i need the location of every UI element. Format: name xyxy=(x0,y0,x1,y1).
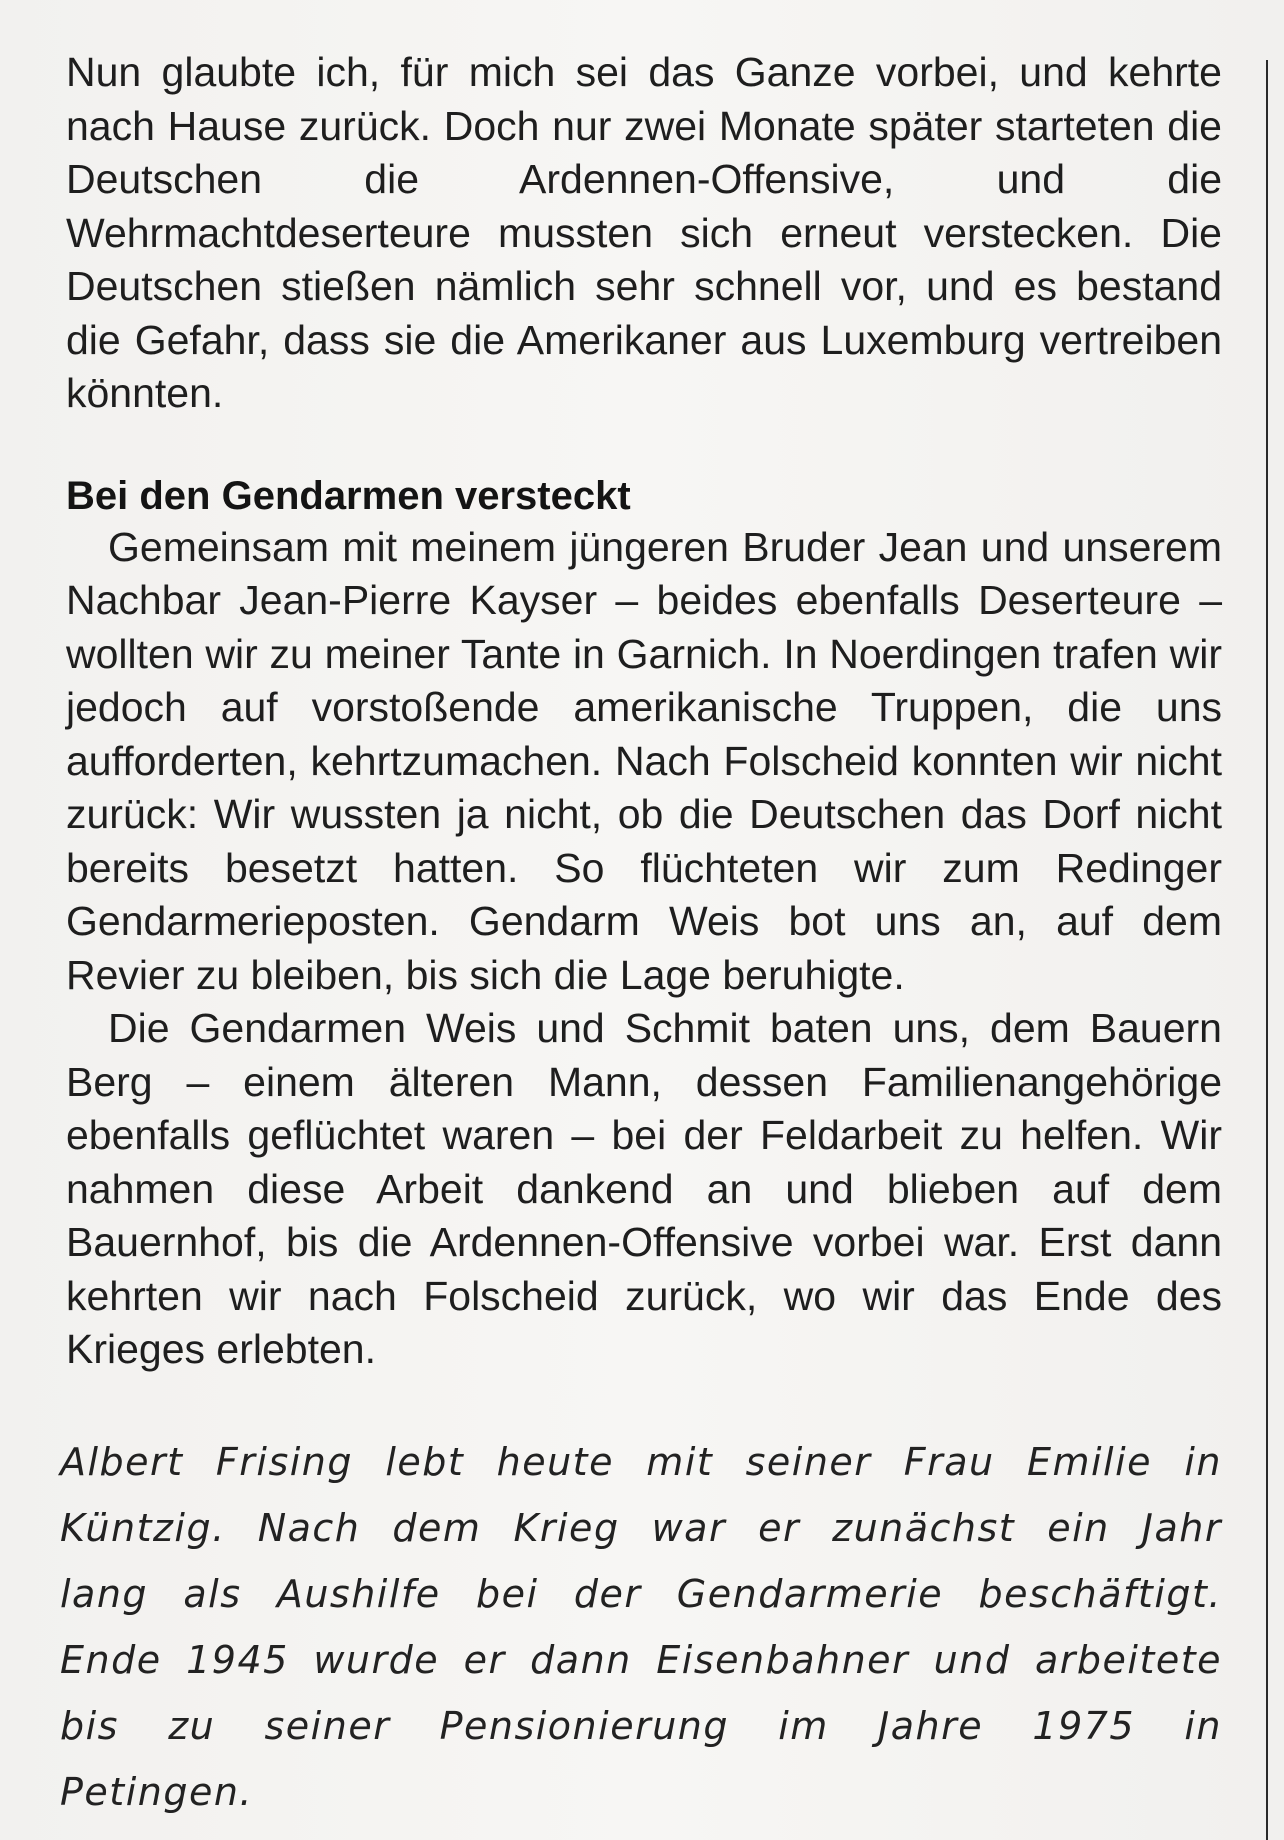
intro-paragraph: Nun glaubte ich, für mich sei das Ganze vorbei, und kehrte nach Hause zurück. Doch nur zwei Monate später starteten die Deutschen die Ardennen-Offensive, und die Wehrmachtdeserteure mussten sich erneut verstecken. Die Deutschen stießen nämlich sehr schnell vor, und es bestand die Gefahr, dass sie die Amerikaner aus Luxemburg vertreiben könnten. xyxy=(66,49,1222,416)
biographical-note: Albert Frising lebt heute mit seiner Frau Emilie in Küntzig. Nach dem Krieg war er zunächst ein Jahr lang als Aushilfe bei der Gendarmerie beschäftigt. Ende 1945 wurde er dann Eisenbahner und arbeitete bis zu seiner Pensionierung im Jahre 1975 in Petingen. xyxy=(60,1439,1222,1814)
section-heading: Bei den Gendarmen versteckt xyxy=(66,473,631,518)
text-column xyxy=(60,46,1222,1825)
body-paragraph-1: Gemeinsam mit meinem jüngeren Bruder Jean und unserem Nachbar Jean-Pierre Kayser – beides ebenfalls Deserteure – wollten wir zu meiner Tante in Garnich. In Noerdingen trafen wir jedoch auf vorstoßende amerikanische Truppen, die uns aufforderten, kehrtzumachen. Nach Folscheid konnten wir nicht zurück: Wir wussten ja nicht, ob die Deutschen das Dorf nicht bereits besetzt hatten. So flüchteten wir zum Redinger Gendarmerieposten. Gendarm Weis bot uns an, auf dem Revier zu bleiben, bis sich die Lage beruhigte. xyxy=(66,523,1222,998)
body-paragraph-2: Die Gendarmen Weis und Schmit baten uns, dem Bauern Berg – einem älteren Mann, dessen Familienangehörige ebenfalls geflüchtet waren – bei der Feldarbeit zu helfen. Wir nahmen diese Arbeit dankend an und blieben auf dem Bauernhof, bis die Ardennen-Offensive vorbei war. Erst dann kehrten wir nach Folscheid zurück, wo wir das Ende des Krieges erlebten. xyxy=(66,1005,1222,1372)
column-divider-rule xyxy=(1266,60,1268,1840)
